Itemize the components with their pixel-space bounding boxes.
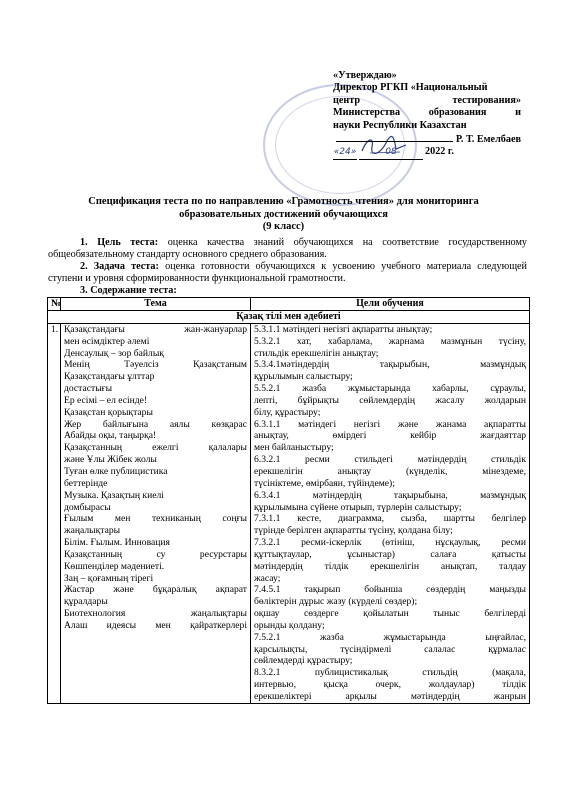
section-task [48,261,527,286]
goal-line: 6.3.4.1 мәтіндердің тақырыбына, мазмұндық [254,489,526,501]
topic-line: құралдары [64,596,108,608]
goal-line: стильдік ерекшелігін анықтау; [254,347,379,359]
goal-line: мәтіндердің тілдік ерекшелігін анықтап, талдау [254,560,526,572]
goal-line: 5.3.4.1мәтіндердің тақырыбын, мазмұндық [254,359,526,371]
goal-text: оценка качества знаний обучающихся на соответствие государственному общеобязательному стандарту основного среднего образования. [48,237,527,261]
header-goals: Цели обучения [251,298,530,311]
content-label: 3. Содержание теста: [80,285,177,296]
title-line-2: образовательных достижений обучающихся [179,208,388,220]
topic-line: Білім. Ғылым. Инновация [64,537,170,549]
topics-cell [61,323,251,703]
date-day: «24» [333,146,357,159]
topic-line: Заң – қоғамның тірегі [64,572,154,584]
approval-block [333,70,521,160]
goal-line: анықтау, өмірдегі кейбір жағдаяттар [254,430,526,442]
goal-line: түсініктеме, өмірбаян, түйіндеме); [254,477,395,489]
goal-line: 7.4.5.1 тақырып бойынша сөздердің маңызды [254,584,526,596]
topic-line: және Ұлы Жібек жолы [64,454,157,466]
date-month: 08 [359,146,423,159]
goal-line: 6.3.1.1 мәтіндегі негізгі және жанама ақпаратты [254,418,526,430]
goal-line: лепті, бұйрықты сөйлемдердің жасалу жолдарын [254,394,526,406]
topic-line: Музыка. Қазақтың киелі [64,489,164,501]
title-line-3: (9 класс) [262,221,305,233]
topic-line: Қазақстанның ежелгі қалалары [64,442,247,454]
task-label: 2. Задача теста: [80,261,159,272]
goal-line: құрылымына сүйене отырып, түрлерін салыстыру; [254,501,462,513]
topic-line: Қазақстандағы ұлттар [64,371,155,383]
topic-line: Денсаулық – зор байлық [64,347,164,359]
goal-line: қарсылықты, түсіндірмелі салалас құрмалас [254,643,526,655]
goal-line: құрылымын салыстыру; [254,371,353,383]
goal-line: түрінде берілген ақпаратты түсіну, қолдана білу; [254,525,453,537]
date-year: 2022 г. [425,146,454,158]
topic-line: Қазақстандағы жан-жануарлар [64,323,247,335]
goal-line: 6.3.2.1 ресми стильдегі мәтіндердің стильдік [254,454,526,466]
topic-line: Биотехнология жаңалықтары [64,608,247,620]
goal-line: интервью, қысқа очерк, жолдаулар) тілдік [254,679,526,691]
topic-line: достастығы [64,383,113,395]
goal-line: жасау; [254,572,281,584]
goal-line: бөліктерін дұрыс жазу (күрделі сөздер); [254,596,418,608]
goal-line: 5.3.1.1 мәтіндегі негізгі ақпаратты анықтау; [254,323,433,335]
title-line-1: Спецификация теста по по направлению «Грамотность чтения» для мониторинга [88,196,479,207]
section-content [80,285,380,297]
approval-line-5: науки Республики Казахстан [333,119,467,131]
section-goal [48,237,527,262]
goal-line: сөйлемдерді құрастыру; [254,655,353,667]
topic-line: Көшпенділер мәдениеті. [64,560,165,572]
goal-line: білу, құрастыру; [254,406,321,418]
goal-label: 1. Цель теста: [80,237,159,248]
topic-line: Ер есімі – ел есінде! [64,394,148,406]
goal-line: 7.3.1.1 кесте, диаграмма, сызба, шартты белгілер [254,513,526,525]
table-section-row [48,311,530,324]
approval-line-4: Министерства образования и [333,107,521,119]
approval-line-2: Директор РГКП «Национальный [333,82,488,94]
approval-line-3: центр тестирования» [333,94,521,106]
topic-line: Қазақстанның су ресурстары [64,548,247,560]
approval-date [333,146,521,159]
goal-line: құттықтаулар, ұсыныстар) салаға қатысты [254,548,526,560]
row-number: 1. [48,323,61,703]
table-row [48,323,530,703]
topic-line: Туған өлке публицистика [64,465,168,477]
table-header-row [48,298,530,311]
goals-cell [251,323,530,703]
topic-line: мен өсімдіктер әлемі [64,335,150,347]
topic-line: жаңалықтары [64,525,121,537]
goal-line: 5.5.2.1 жазба жұмыстарында хабарлы, сұраулы, [254,383,526,395]
topic-line: Менің Тәуелсіз Қазақстаным [64,359,247,371]
goal-line: 8.3.2.1 публицистикалық стильдің (мақала, [254,667,526,679]
topic-line: Жастар және бұқаралық ақпарат [64,584,247,596]
topic-line: домбырасы [64,501,111,513]
topic-line: беттерінде [64,477,108,489]
header-topic: Тема [61,298,251,311]
signer-name: Р. Т. Емелбаев [455,134,521,146]
goal-line: мен байланыстыру; [254,442,334,454]
goal-line: 5.3.2.1 хат, хабарлама, жарнама мазмұнын түсіну, [254,335,526,347]
content-table [47,297,530,704]
document-title [40,196,527,234]
topic-line: Жер байлығына аялы көзқарас [64,418,247,430]
header-number: № [48,298,61,311]
goal-line: ерекшелігін анықтау (күнделік, мінездеме, [254,465,526,477]
topic-line: Абайды оқы, таңырқа! [64,430,157,442]
goal-line: орынды қолдану; [254,619,325,631]
signature-line [333,132,521,146]
goal-line: оқшау сөздерге қойылатын тыныс белгілерді [254,608,526,620]
goal-line: 7.3.2.1 ресми-іскерлік (өтініш, нұсқаулық, ресми [254,537,526,549]
goal-line: ерекшеліктері арқылы мәтіндердің жанрын [254,691,526,702]
section-title: Қазақ тілі мен әдебиеті [48,311,530,324]
goal-line: 7.5.2.1 жазба жұмыстарында ыңғайлас, [254,631,526,643]
topic-line: Алаш идеясы мен қайраткерлері [64,619,247,631]
topic-line: Қазақстан қорықтары [64,406,153,418]
task-text: оценка готовности обучающихся к усвоению учебного материала следующей ступени и уровня сформированности функциональной грамотности. [48,261,528,285]
topic-line: Ғылым мен техниканың соңғы [64,513,247,525]
approval-line-1: «Утверждаю» [333,70,397,81]
